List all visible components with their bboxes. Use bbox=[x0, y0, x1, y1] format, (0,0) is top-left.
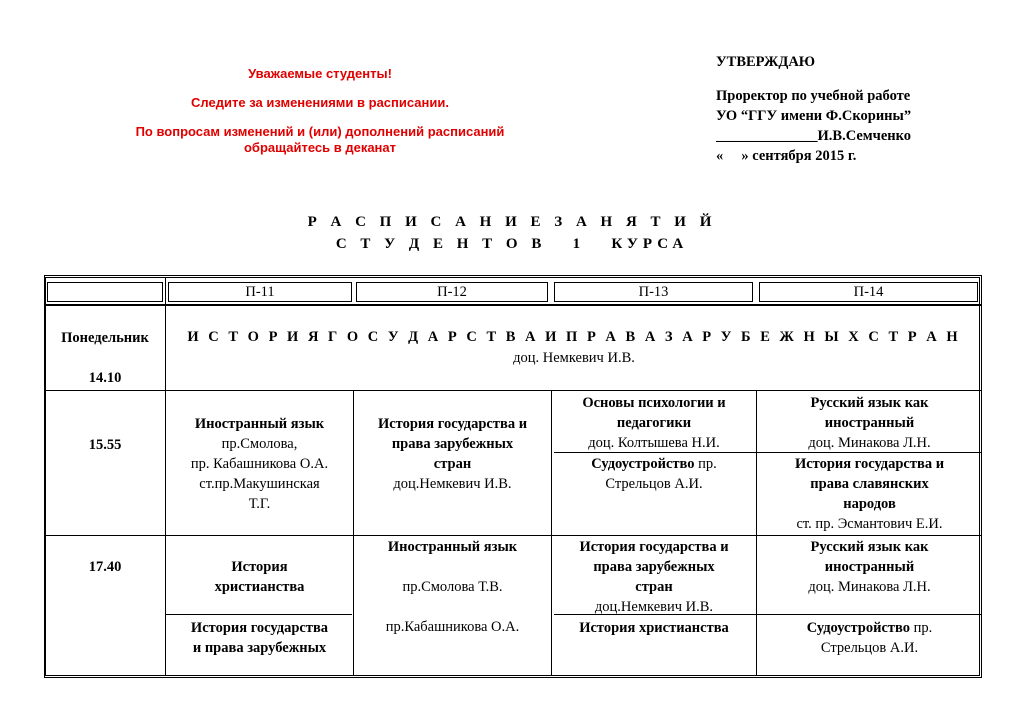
teacher-name: ст.пр.Макушинская bbox=[199, 476, 320, 492]
approval-signature: ______________И.В.Семченко bbox=[716, 128, 912, 144]
subject-name: История государства и bbox=[579, 539, 729, 555]
subject-name: христианства bbox=[214, 579, 305, 595]
subject-name: стран bbox=[635, 579, 673, 595]
time-slot-2: 15.55 bbox=[88, 437, 122, 453]
teacher-name: доц.Немкевич И.В. bbox=[594, 599, 714, 615]
header-group-p13: П-13 bbox=[554, 282, 753, 302]
teacher-name: пр. Кабашникова О.А. bbox=[190, 456, 329, 472]
notice-questions bbox=[80, 124, 560, 156]
row3-p11b-cell bbox=[166, 618, 353, 658]
subject-line bbox=[757, 618, 982, 638]
subject-line bbox=[552, 454, 756, 474]
row3-p11a-cell bbox=[166, 557, 353, 597]
subject-name: Иностранный язык bbox=[387, 539, 518, 555]
subject-name: Иностранный язык bbox=[194, 416, 325, 432]
header-group-p12: П-12 bbox=[356, 282, 548, 302]
teacher-name: Т.Г. bbox=[248, 496, 271, 512]
row-divider bbox=[44, 535, 982, 536]
approval-org: УО “ГГУ имени Ф.Скорины” bbox=[716, 108, 912, 124]
row3-p12-cell bbox=[354, 537, 551, 637]
subject-name: права зарубежных bbox=[593, 559, 715, 575]
subject-name: иностранный bbox=[824, 415, 915, 431]
notice-questions-line1: По вопросам изменений и (или) дополнений расписаний bbox=[135, 124, 505, 139]
schedule-title: Р А С П И С А Н И Е З А Н Я Т И Й bbox=[307, 214, 717, 230]
time-slot-1: 14.10 bbox=[88, 370, 122, 386]
header-empty bbox=[47, 282, 163, 302]
teacher-name: доц. Колтышева Н.И. bbox=[588, 435, 720, 451]
teacher-title: пр. bbox=[909, 620, 933, 636]
notice-greeting: Уважаемые студенты! bbox=[248, 66, 392, 81]
row-divider bbox=[44, 304, 982, 306]
subject-name: Судоустройство bbox=[591, 456, 695, 472]
teacher-name: пр.Смолова Т.В. bbox=[402, 579, 503, 595]
subject-name: права зарубежных bbox=[391, 436, 514, 452]
subject-name: Судоустройство bbox=[806, 620, 910, 636]
subject-name: права славянских bbox=[810, 476, 929, 492]
teacher-name: ст. пр. Эсмантович Е.И. bbox=[796, 516, 943, 532]
row-divider bbox=[44, 390, 982, 391]
day-label: Понедельник bbox=[61, 330, 149, 346]
subject-name: История христианства bbox=[579, 620, 729, 636]
row1-subject: И С Т О Р И Я Г О С У Д А Р С Т В А И П Р А В А З А Р У Б Е Ж Н Ы Х С Т Р А Н bbox=[187, 329, 961, 345]
subject-name: Русский язык как bbox=[810, 539, 929, 555]
header-group-p11: П-11 bbox=[168, 282, 352, 302]
row2-p14a-cell bbox=[757, 393, 982, 453]
row2-p11-cell bbox=[166, 414, 353, 514]
row2-p13a-cell bbox=[552, 393, 756, 453]
schedule-subtitle: С Т У Д Е Н Т О В 1 КУРСА bbox=[335, 236, 689, 252]
notice-block bbox=[80, 66, 560, 156]
notice-questions-line2: обращайтесь в деканат bbox=[243, 140, 397, 155]
approval-block bbox=[716, 52, 1016, 166]
subject-name: Русский язык как bbox=[810, 395, 929, 411]
teacher-name: доц. Минакова Л.Н. bbox=[808, 579, 931, 595]
teacher-name: Стрельцов А.И. bbox=[820, 640, 919, 656]
subject-name: и права зарубежных bbox=[192, 640, 327, 656]
subject-name: Основы психологии и bbox=[582, 395, 726, 411]
row3-p14a-cell bbox=[757, 537, 982, 597]
time-slot-3: 17.40 bbox=[88, 559, 122, 575]
teacher-name: пр.Смолова, bbox=[221, 436, 298, 452]
teacher-name: Стрельцов А.И. bbox=[605, 476, 703, 492]
header-group-p14: П-14 bbox=[759, 282, 978, 302]
subject-name: народов bbox=[843, 496, 896, 512]
subject-name: История государства и bbox=[377, 416, 528, 432]
notice-follow-changes: Следите за изменениями в расписании. bbox=[191, 95, 449, 110]
subject-name: История bbox=[231, 559, 288, 575]
row3-p14b-cell bbox=[757, 618, 982, 658]
row3-p13b-cell bbox=[552, 618, 756, 638]
approval-heading: УТВЕРЖДАЮ bbox=[716, 54, 816, 70]
subject-name: стран bbox=[433, 456, 472, 472]
subject-name: педагогики bbox=[616, 415, 692, 431]
subject-name: История государства и bbox=[794, 456, 945, 472]
approval-position: Проректор по учебной работе bbox=[716, 88, 911, 104]
row3-p13a-cell bbox=[552, 537, 756, 617]
row2-p13b-cell bbox=[552, 454, 756, 494]
teacher-title: пр. bbox=[694, 456, 717, 472]
row2-p14b-cell bbox=[757, 454, 982, 534]
row2-p12-cell bbox=[354, 414, 551, 494]
cell-divider bbox=[166, 614, 352, 615]
teacher-name: доц. Минакова Л.Н. bbox=[808, 435, 931, 451]
approval-date: « » сентября 2015 г. bbox=[716, 148, 857, 164]
subject-name: История государства bbox=[190, 620, 329, 636]
row1-teacher: доц. Немкевич И.В. bbox=[513, 350, 635, 366]
teacher-name: пр.Кабашникова О.А. bbox=[385, 619, 520, 635]
teacher-name: доц.Немкевич И.В. bbox=[393, 476, 512, 492]
subject-name: иностранный bbox=[824, 559, 915, 575]
